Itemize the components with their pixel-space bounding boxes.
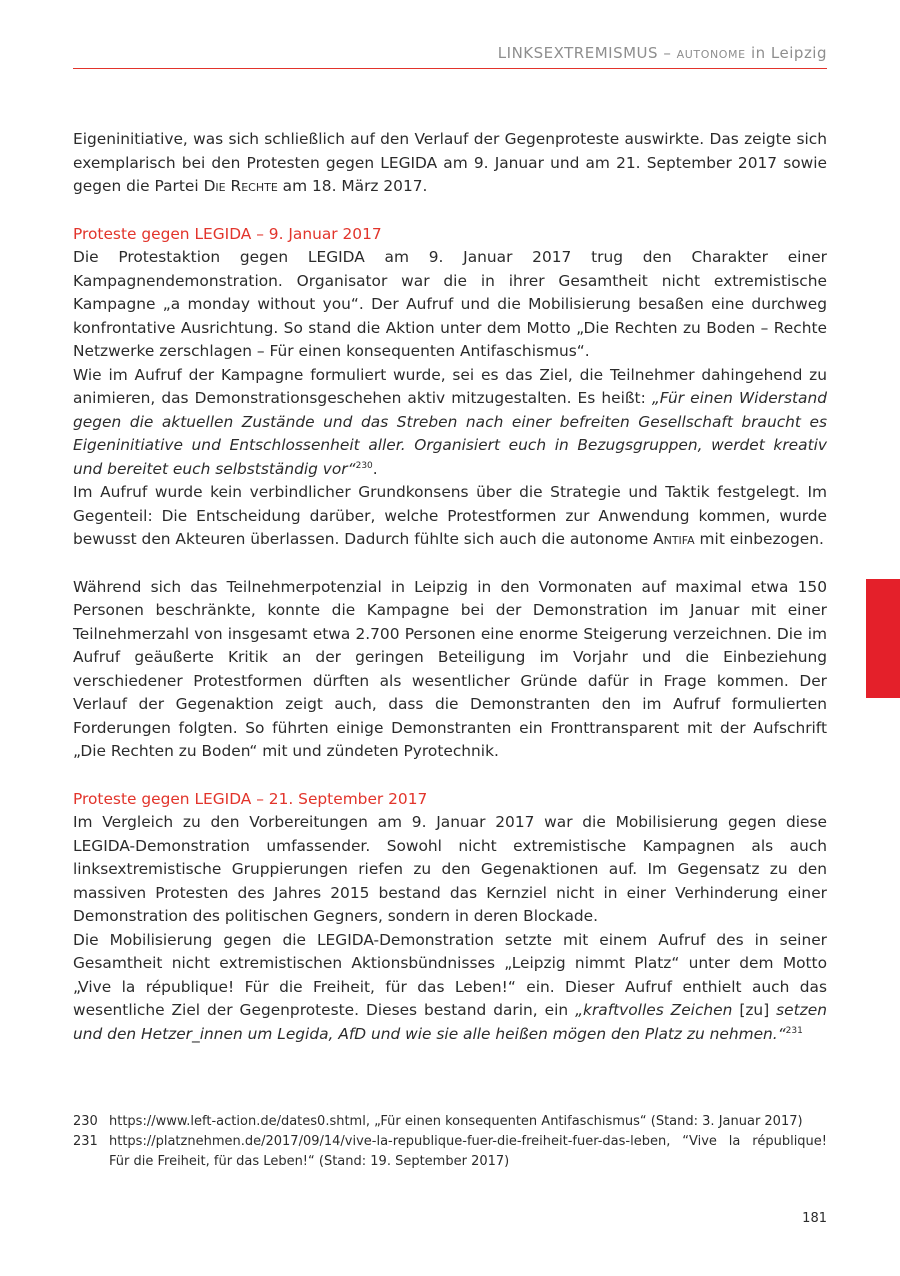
quote: setzen und den Hetzer_innen um Legida, AfD und wie sie alle heißen mögen den Platz zu nehmen.“ [73,1001,827,1043]
page-number: 181 [802,1211,827,1226]
footnote-text: https://www.left-action.de/dates0.shtml, „Für einen konsequenten Antifaschismus“ (Stand: 3. Januar 2017) [109,1114,803,1129]
paragraph-text: Im Aufruf wurde kein verbindlicher Grundkonsens über die Strategie und Taktik festgelegt. Im Gegenteil: Die Entscheidung darüber, welche Protestformen zur Anwendung kommen, wurde bewusst den Akteuren überlassen. Dadurch fühlte sich auch die autonome [73,483,827,548]
intro-paragraph [73,128,827,199]
quote: „kraftvolles Zeichen [575,1001,733,1019]
header-title: LINKSEXTREMISMUS [497,44,659,62]
footnote-number: 230 [73,1114,98,1129]
running-header [73,44,827,62]
insertion: [zu] [732,1001,777,1019]
quote: „Für einen Widerstand gegen die aktuellen Zustände und das Streben nach einer befreiten Gesellschaft braucht es Eigeninitiative und Entschlossenheit aller. Organisiert euch in Bezugsgruppen, werdet kreativ und bereitet euch selbstständig vor“ [73,389,828,478]
footnote-number: 231 [73,1134,98,1149]
footnotes [73,1112,827,1172]
paragraph-text: . [372,459,378,478]
paragraph-text: Wie im Aufruf der Kampagne formuliert wurde, sei es das Ziel, die Teilnehmer dahingehend zu animieren, das Demonstrationsgeschehen aktiv mitzugestalten. Es heißt: [73,365,827,407]
header-subtitle-smallcaps: AUTONOME [676,48,746,61]
antifa-smallcaps: Antifa [653,530,695,548]
chapter-tab-marker [866,579,900,698]
paragraph: Im Vergleich zu den Vorbereitungen am 9. Januar 2017 war die Mobilisierung gegen diese LEGIDA-Demonstration umfassender. Sowohl nicht extremistische Kampagnen als auch linksextremistische Gruppierungen riefen zu den Gegenaktionen auf. Im Gegensatz zu den massiven Protesten des Jahres 2015 bestand das Kernziel nicht in einer Verhinderung einer Demonstration des politischen Gegners, sondern in deren Blockade. [73,813,827,925]
header-subtitle: in Leipzig [750,44,827,62]
section-heading-september: Proteste gegen LEGIDA – 21. September 2017 [73,789,428,808]
paragraph: Die Protestaktion gegen LEGIDA am 9. Januar 2017 trug den Charakter einer Kampagnendemonstration. Organisator war die in ihrer Gesamtheit nicht extremistische Kampagne „a monday without you“. Der Aufruf und die Mobilisierung besaßen eine durchweg konfrontative Ausrichtung. So stand die Aktion unter dem Motto „Die Rechten zu Boden – Rechte Netzwerke zerschlagen – Für einen konsequenten Antifaschismus“. [73,248,827,360]
footnote [73,1132,827,1172]
paragraph [73,481,827,552]
paragraph [73,929,827,1047]
footnote-ref-230: 230 [355,460,373,471]
header-dash: – [663,44,672,62]
footnote-ref-231: 231 [785,1025,803,1036]
footnote [73,1112,827,1132]
paragraph: Während sich das Teilnehmerpotenzial in Leipzig in den Vormonaten auf maximal etwa 150 Personen beschränkte, konnte die Kampagne bei der Demonstration im Januar mit einer Teilnehmerzahl von insgesamt etwa 2.700 Personen eine enorme Steigerung verzeichnen. Die im Aufruf geäußerte Kritik an der geringen Beteiligung im Vorjahr und die Einbeziehung verschiedener Protestformen dürften als wesentlicher Gründe dafür in Frage kommen. Der Verlauf der Gegenaktion zeigt auch, dass die Demonstranten den im Aufruf formulierten Forderungen folgten. So führten einige Demonstranten ein Fronttransparent mit der Aufschrift „Die Rechten zu Boden“ mit und zündeten Pyrotechnik. [73,577,827,760]
paragraph-text: mit einbezogen. [694,530,824,548]
party-name: Die Rechte [203,177,278,195]
footnote-text: https://platznehmen.de/2017/09/14/vive-la-republique-fuer-die-freiheit-fuer-das-leben, “Vive la république! Für die Freiheit, für das Leben!“ (Stand: 19. September 2017) [109,1134,827,1169]
paragraph [73,364,827,482]
intro-text-2: am 18. März 2017. [277,177,428,195]
intro-text-1: Eigeninitiative, was sich schließlich auf den Verlauf der Gegenproteste auswirkte. Das zeigte sich exemplarisch bei den Protesten gegen LEGIDA am 9. Januar und am 21. September 2017 sowie gegen die Partei [73,130,827,195]
section-heading-january: Proteste gegen LEGIDA – 9. Januar 2017 [73,224,382,243]
paragraph-text: Die Mobilisierung gegen die LEGIDA-Demonstration setzte mit einem Aufruf des in seiner Gesamtheit nicht extremistischen Aktionsbündnisses „Leipzig nimmt Platz“ unter dem Motto „Vive la république! Für die Freiheit, für das Leben!“ ein. Dieser Aufruf enthielt auch das wesentliche Ziel der Gegenproteste. Dieses bestand darin, ein [73,930,827,1019]
header-rule [73,68,827,69]
main-text [73,128,827,1046]
